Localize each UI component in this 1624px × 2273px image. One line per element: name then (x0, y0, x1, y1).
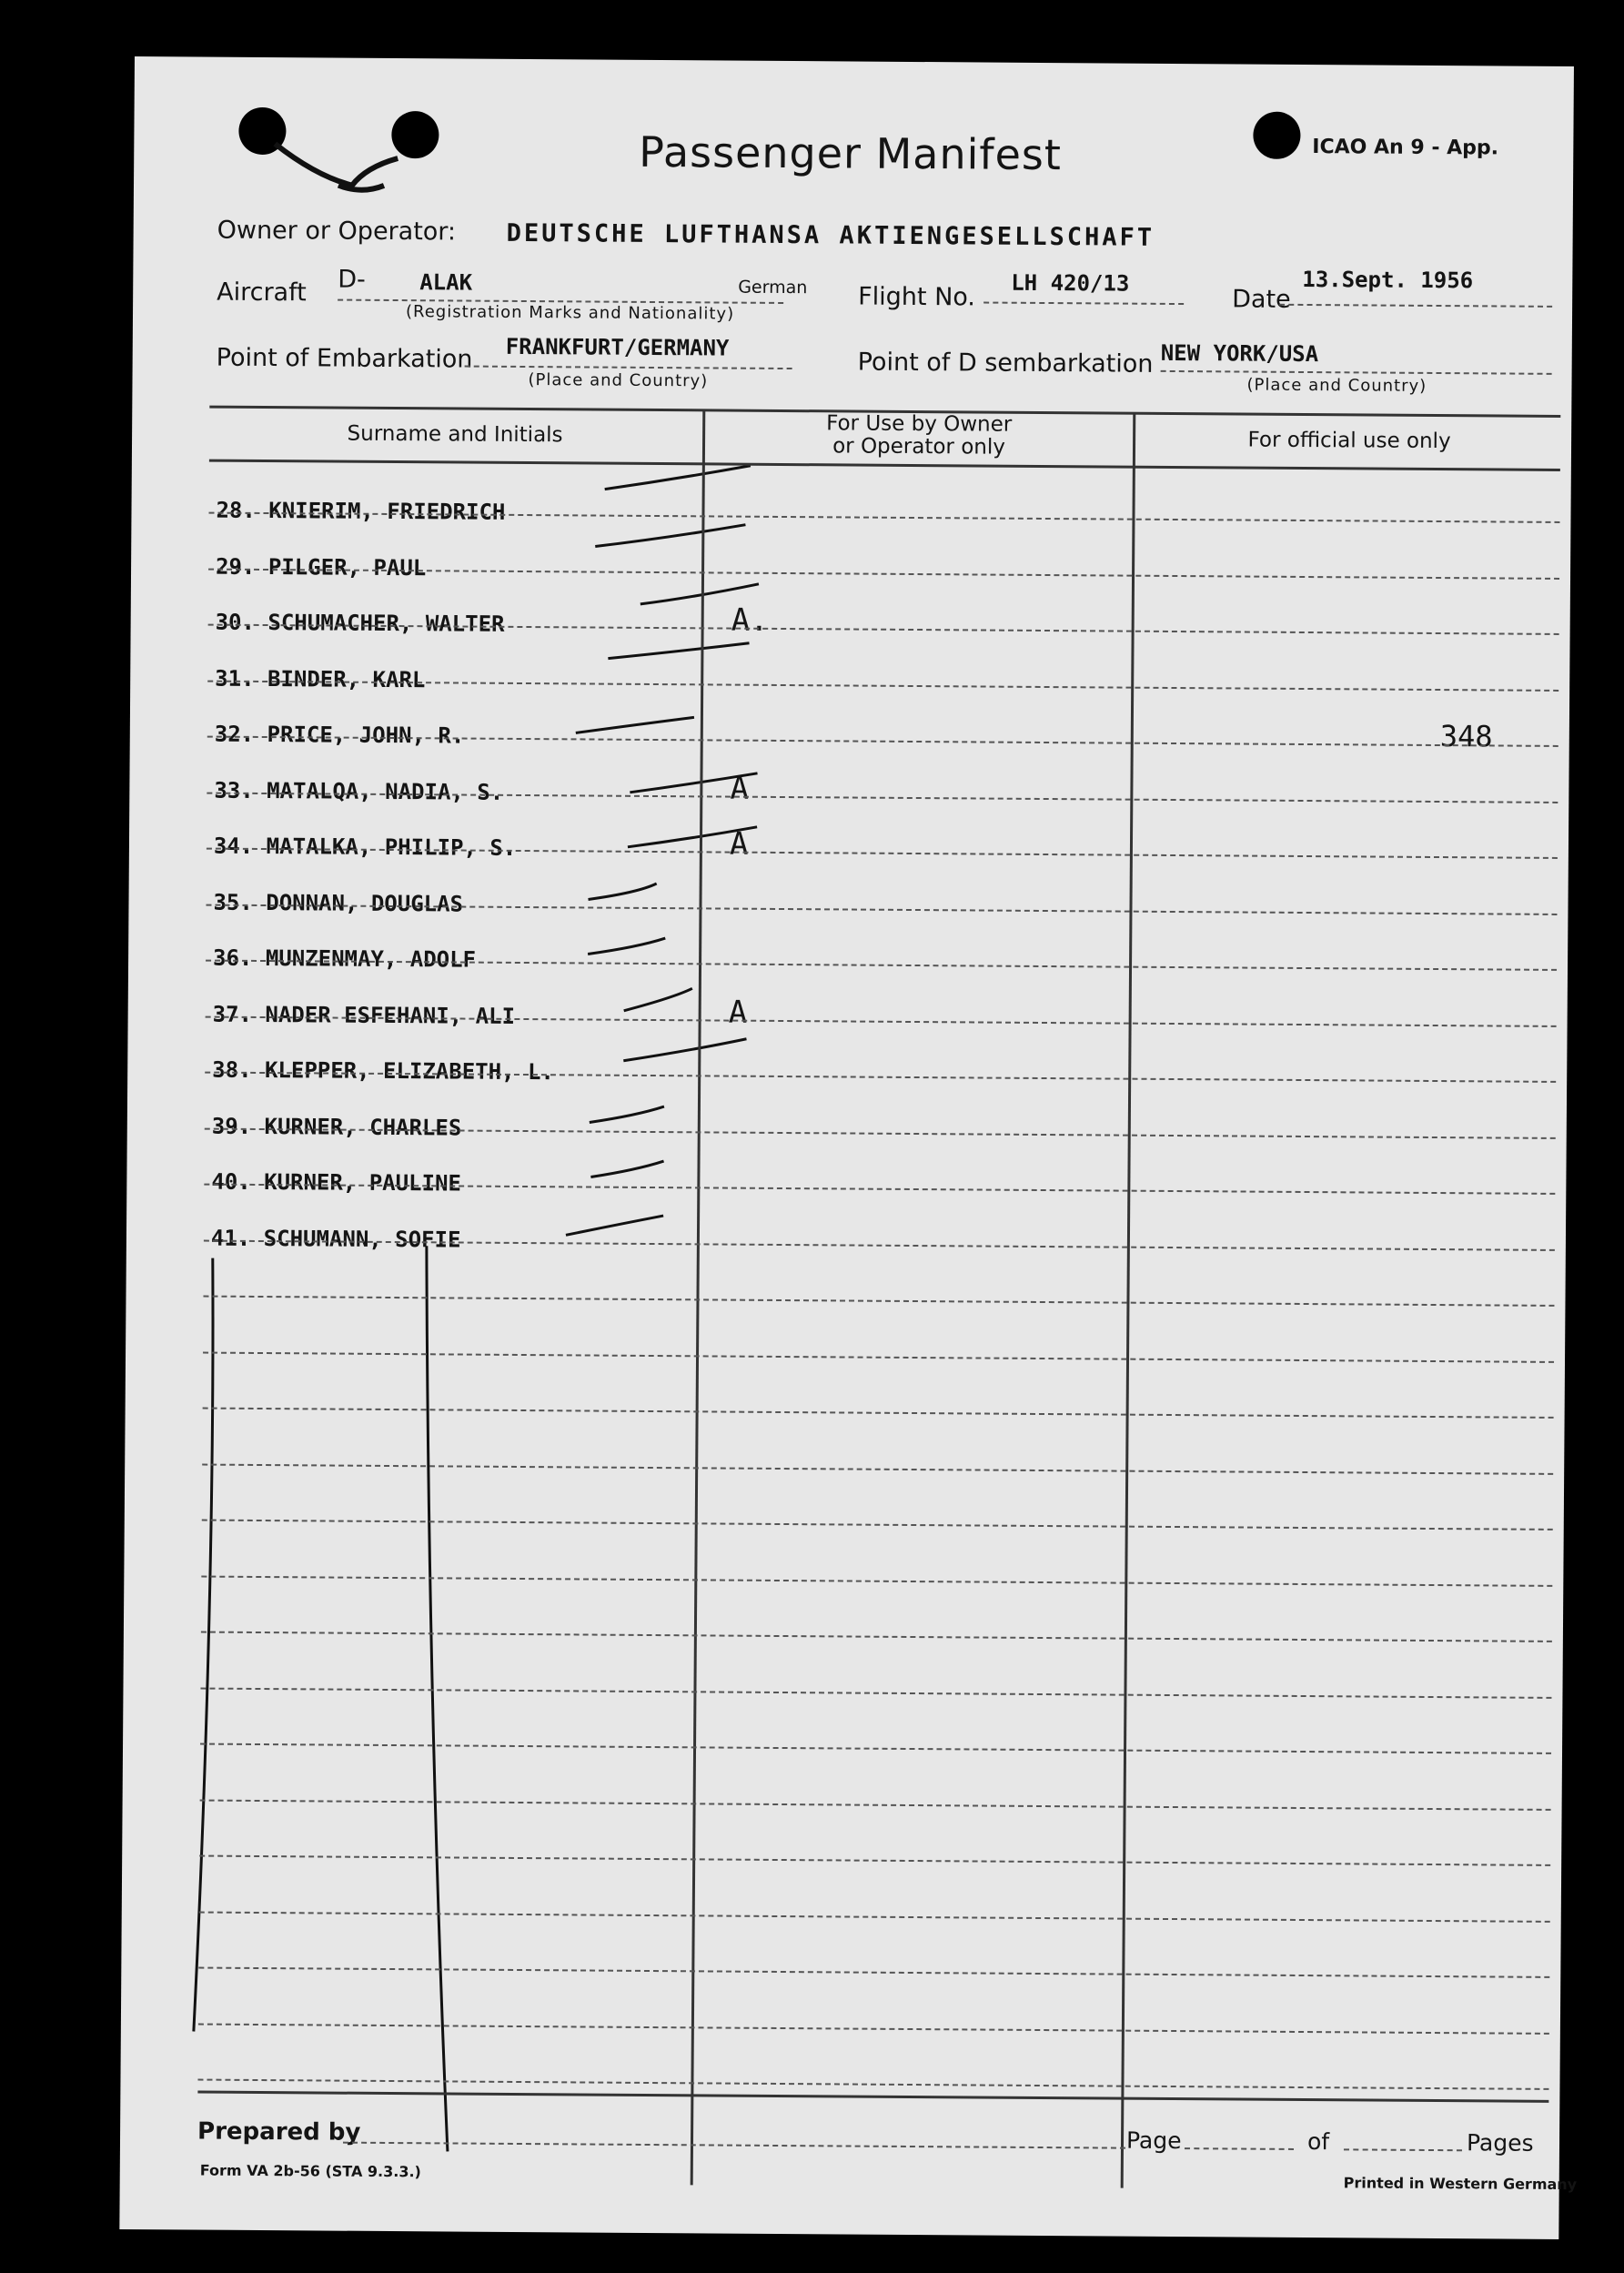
passenger-entry: 31. BINDER, KARL (215, 665, 426, 692)
check-strokes (193, 462, 760, 2154)
icao-reference: ICAO An 9 - App. (1312, 136, 1499, 160)
flight-number: LH 420/13 (1011, 269, 1130, 297)
form-number: Form VA 2b-56 (STA 9.3.3.) (199, 2161, 421, 2181)
owner-annotation: A. (731, 601, 769, 639)
official-annotation: 348 (1439, 719, 1493, 754)
of-label: of (1306, 2128, 1330, 2156)
col-header-owner-line1: For Use by Owner (826, 411, 1013, 437)
logo-scribble (275, 144, 398, 190)
manifest-page (119, 56, 1578, 2239)
passenger-entry: 35. DONNAN, DOUGLAS (213, 889, 464, 917)
col-header-name: Surname and Initials (347, 421, 563, 448)
form-title: Passenger Manifest (639, 126, 1063, 180)
owner-annotation: A (730, 770, 750, 807)
aircraft-caption: (Registration Marks and Nationality) (405, 302, 735, 324)
owner-annotation: A (728, 994, 748, 1031)
passenger-entry: 29. PILGER, PAUL (215, 553, 427, 581)
owner-value: DEUTSCHE LUFTHANSA AKTIENGESELLSCHAFT (506, 218, 1155, 252)
disembarkation-value: NEW YORK/USA (1160, 339, 1319, 368)
passenger-entry: 32. PRICE, JOHN, R. (214, 721, 465, 749)
passenger-entry: 37. NADER ESFEHANI, ALI (212, 1001, 516, 1029)
col-header-owner-line2: or Operator only (832, 434, 1005, 460)
passenger-entry: 39. KURNER, CHARLES (211, 1113, 462, 1141)
passenger-entry: 33. MATALQA, NADIA, S. (214, 777, 504, 805)
passenger-entry: 30. SCHUMACHER, WALTER (215, 609, 505, 637)
disembarkation-label: Point of D sembarkation (857, 348, 1154, 379)
passenger-entry: 38. KLEPPER, ELIZABETH, L. (212, 1056, 555, 1086)
embarkation-value: FRANKFURT/GERMANY (505, 333, 730, 361)
embarkation-caption: (Place and Country) (528, 370, 709, 391)
col-header-owner-use (705, 411, 1133, 460)
aircraft-nationality: German (738, 277, 808, 298)
passenger-entry: 28. KNIERIM, FRIEDRICH (216, 497, 506, 525)
flight-label: Flight No. (858, 282, 976, 312)
aircraft-prefix: D- (338, 265, 366, 294)
date-label: Date (1232, 285, 1291, 314)
printed-in: Printed in Western Germany (1343, 2174, 1578, 2194)
owner-label: Owner or Operator: (217, 216, 457, 247)
aircraft-registration: ALAK (419, 269, 473, 296)
passenger-entry: 40. KURNER, PAULINE (211, 1168, 462, 1197)
page-label: Page (1125, 2127, 1182, 2155)
pages-label: Pages (1466, 2129, 1534, 2157)
passenger-entry: 41. SCHUMANN, SOFIE (210, 1225, 461, 1253)
passenger-entry: 36. MUNZENMAY, ADOLF (212, 945, 477, 973)
date-value: 13.Sept. 1956 (1302, 266, 1474, 294)
disembarkation-caption: (Place and Country) (1246, 375, 1427, 396)
prepared-by-label: Prepared by (197, 2117, 361, 2147)
embarkation-label: Point of Embarkation (216, 343, 473, 374)
col-header-official: For official use only (1247, 428, 1451, 454)
aircraft-label: Aircraft (217, 278, 307, 308)
passenger-entry: 34. MATALKA, PHILIP, S. (213, 833, 517, 861)
owner-annotation: A (729, 825, 749, 863)
